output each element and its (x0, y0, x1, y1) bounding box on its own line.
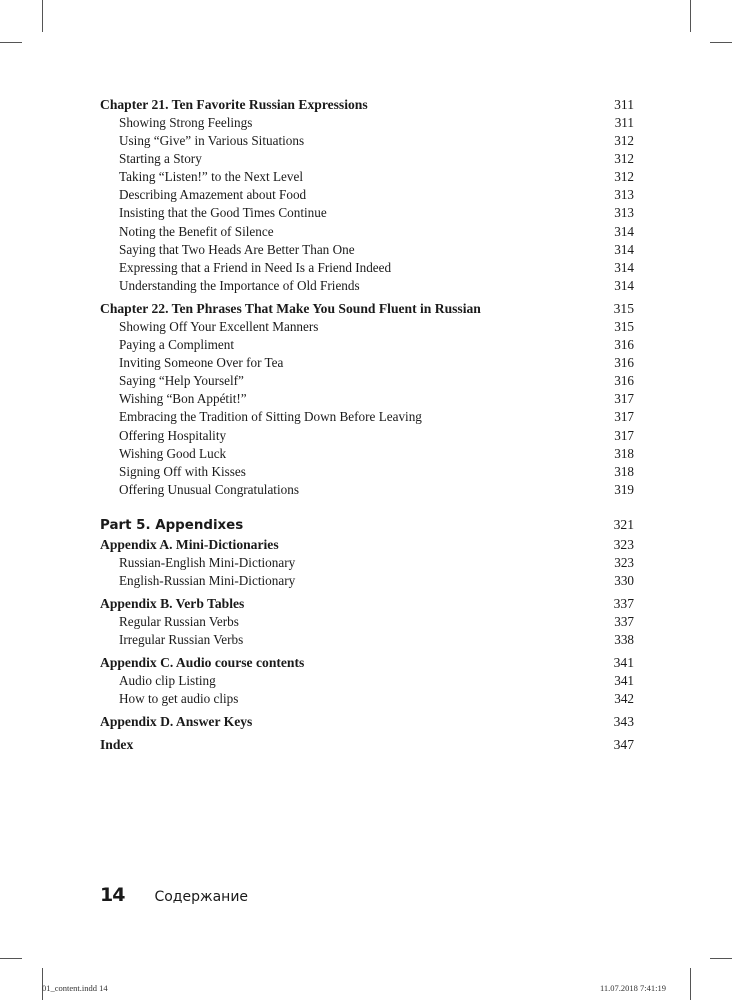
entry-title: Regular Russian Verbs (119, 614, 239, 630)
toc-entry[interactable] (100, 390, 634, 408)
toc-entry[interactable] (100, 318, 634, 336)
appendix-title: Appendix B. Verb Tables (100, 596, 245, 612)
page-number: 311 (614, 115, 634, 130)
page-number: 319 (614, 481, 634, 497)
folio-page-number: 14 (100, 884, 125, 906)
page-number: 311 (614, 97, 634, 112)
entry-title: Irregular Russian Verbs (119, 632, 244, 648)
toc-entry[interactable] (100, 336, 634, 354)
entry-title: Saying that Two Heads Are Better Than One (119, 241, 355, 257)
toc-entry[interactable] (100, 354, 634, 372)
page-number: 341 (614, 673, 634, 689)
toc-entry[interactable] (100, 481, 634, 499)
entry-title: Showing Strong Feelings (119, 115, 253, 130)
crop-mark (710, 42, 732, 43)
toc-index-heading[interactable] (100, 736, 634, 754)
toc-entry[interactable] (100, 223, 634, 241)
page-number: 337 (613, 596, 634, 612)
entry-title: Understanding the Importance of Old Friends (119, 277, 360, 293)
chapter-title: Chapter 21. Ten Favorite Russian Expressions (100, 97, 368, 112)
page-number: 314 (614, 223, 634, 239)
page-number: 314 (614, 259, 634, 275)
toc-part-heading[interactable] (100, 515, 634, 536)
entry-title: Russian-English Mini-Dictionary (119, 554, 296, 570)
toc-entry[interactable] (100, 408, 634, 426)
entry-title: Signing Off with Kisses (119, 463, 246, 479)
toc-entry[interactable] (100, 372, 634, 390)
crop-mark (42, 0, 43, 32)
entry-title: Offering Hospitality (119, 427, 227, 443)
entry-title: Noting the Benefit of Silence (119, 223, 274, 239)
toc-chapter-heading[interactable] (100, 300, 634, 318)
page-number: 312 (614, 169, 634, 185)
page-number: 312 (614, 133, 634, 149)
chapter-title: Chapter 22. Ten Phrases That Make You Sound Fluent in Russian (100, 300, 481, 316)
entry-title: Expressing that a Friend in Need Is a Friend Indeed (119, 259, 392, 275)
index-title: Index (100, 737, 134, 753)
crop-mark (0, 42, 22, 43)
appendix-title: Appendix C. Audio course contents (100, 655, 305, 671)
page-footer (100, 884, 248, 906)
entry-title: Wishing “Bon Appétit!” (119, 391, 247, 407)
page-number: 316 (614, 355, 634, 371)
toc-entry[interactable] (100, 168, 634, 186)
crop-mark (690, 0, 691, 32)
toc-entry[interactable] (100, 427, 634, 445)
page-number: 343 (613, 714, 634, 730)
toc-entry[interactable] (100, 463, 634, 481)
toc-entry[interactable] (100, 132, 634, 150)
entry-title: Using “Give” in Various Situations (119, 133, 305, 149)
appendix-title: Appendix A. Mini-Dictionaries (100, 536, 279, 552)
slug-file-info: 01_content.indd 14 (42, 983, 108, 993)
toc-entry[interactable] (100, 631, 634, 649)
entry-title: Inviting Someone Over for Tea (119, 355, 284, 371)
page-number: 316 (614, 337, 634, 353)
toc-appendix-heading[interactable] (100, 536, 634, 554)
part-title: Part 5. Appendixes (100, 517, 244, 533)
toc-appendix-heading[interactable] (100, 713, 634, 731)
crop-mark (690, 968, 691, 1000)
toc-entry[interactable] (100, 241, 634, 259)
toc-entry[interactable] (100, 613, 634, 631)
page-number: 315 (613, 300, 634, 316)
page-number: 312 (614, 151, 634, 167)
entry-title: Audio clip Listing (119, 673, 216, 689)
entry-title: Insisting that the Good Times Continue (119, 205, 327, 221)
entry-title: Starting a Story (119, 151, 202, 167)
page-number: 317 (614, 391, 634, 407)
toc-entry[interactable] (100, 150, 634, 168)
toc-entry[interactable] (100, 554, 634, 572)
entry-title: Showing Off Your Excellent Manners (119, 318, 319, 334)
toc-entry[interactable] (100, 204, 634, 222)
slug-timestamp: 11.07.2018 7:41:19 (600, 983, 667, 993)
toc-appendix-heading[interactable] (100, 654, 634, 672)
page-number: 338 (614, 632, 634, 648)
page-number: 342 (614, 691, 634, 707)
entry-title: Paying a Compliment (119, 337, 235, 353)
toc-entry[interactable] (100, 186, 634, 204)
page-number: 318 (614, 445, 634, 461)
crop-mark (0, 958, 22, 959)
entry-title: Offering Unusual Congratulations (119, 481, 299, 497)
page-number: 330 (614, 572, 634, 588)
page-number: 318 (614, 463, 634, 479)
running-section-title: Содержание (154, 889, 249, 905)
page-number: 314 (614, 277, 634, 293)
entry-title: Embracing the Tradition of Sitting Down Before Leaving (119, 409, 422, 425)
page-number: 337 (614, 614, 634, 630)
page-number: 321 (613, 516, 634, 532)
toc-chapter-heading[interactable] (100, 96, 634, 114)
page-number: 313 (614, 205, 634, 221)
entry-title: How to get audio clips (119, 691, 239, 707)
entry-title: Describing Amazement about Food (119, 187, 307, 203)
toc-entry[interactable] (100, 572, 634, 590)
page-number: 323 (614, 554, 634, 570)
page-number: 317 (614, 409, 634, 425)
toc-entry[interactable] (100, 672, 634, 690)
toc-entry[interactable] (100, 114, 634, 132)
entry-title: Taking “Listen!” to the Next Level (119, 169, 303, 185)
entry-title: Wishing Good Luck (119, 445, 227, 461)
page-number: 323 (613, 536, 634, 552)
toc-entry[interactable] (100, 690, 634, 708)
toc-entry[interactable] (100, 277, 634, 295)
appendix-title: Appendix D. Answer Keys (100, 714, 253, 730)
toc-entry[interactable] (100, 445, 634, 463)
page-number: 341 (613, 655, 634, 671)
table-of-contents (100, 96, 634, 754)
toc-appendix-heading[interactable] (100, 595, 634, 613)
page-number: 313 (614, 187, 634, 203)
page-number: 316 (614, 373, 634, 389)
page-number: 314 (614, 241, 634, 257)
crop-mark (710, 958, 732, 959)
toc-entry[interactable] (100, 259, 634, 277)
page-number: 347 (613, 737, 634, 753)
page-number: 317 (614, 427, 634, 443)
entry-title: Saying “Help Yourself” (119, 373, 244, 389)
entry-title: English-Russian Mini-Dictionary (119, 572, 296, 588)
page-number: 315 (614, 318, 634, 334)
